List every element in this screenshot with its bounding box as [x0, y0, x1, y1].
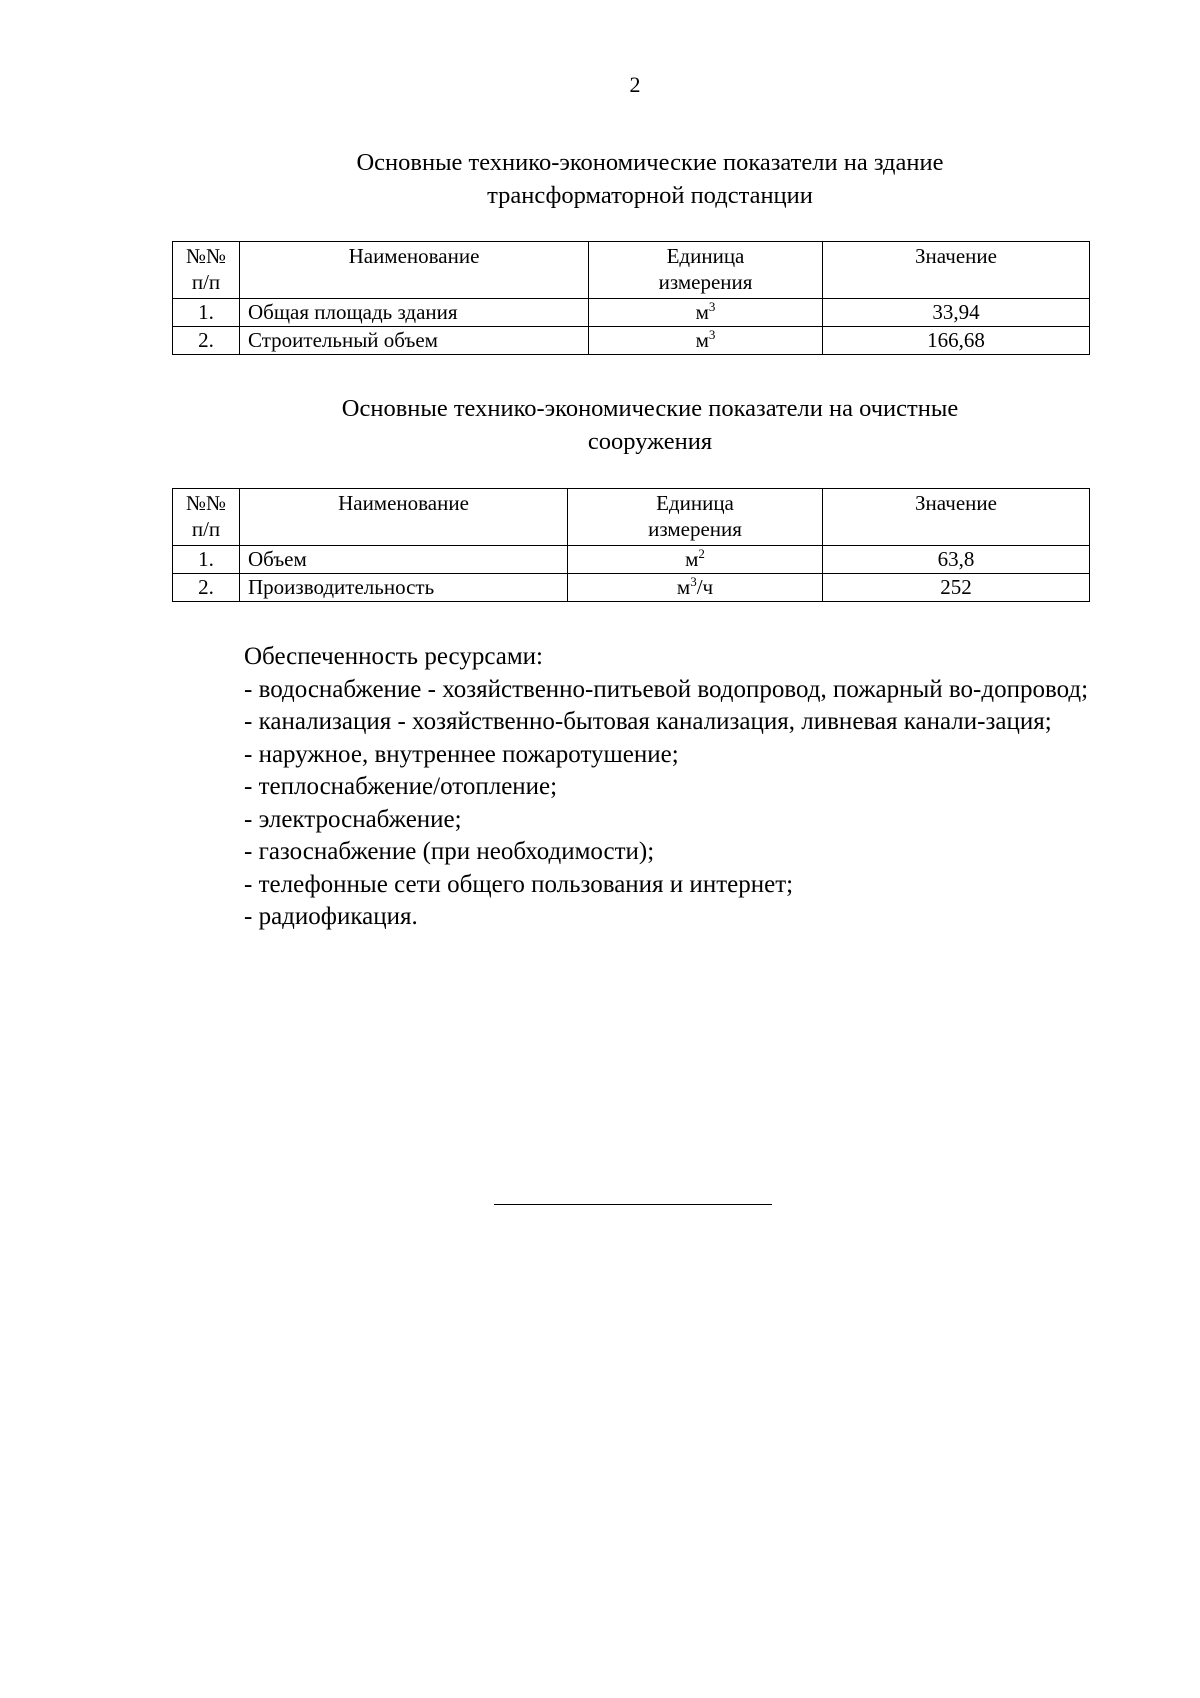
- resources-heading: Обеспеченность ресурсами:: [244, 643, 543, 670]
- resource-item: - электроснабжение;: [244, 805, 462, 833]
- header-value-line: Значение: [915, 491, 997, 515]
- unit-suffix: /ч: [696, 575, 714, 599]
- row-value: 252: [823, 574, 1090, 602]
- row-num: 2.: [173, 327, 240, 355]
- section-title-treatment: [290, 392, 1010, 458]
- resources-section: [172, 641, 1089, 934]
- header-value: [823, 242, 1090, 299]
- row-value: 166,68: [823, 327, 1090, 355]
- unit-base: м: [695, 328, 709, 352]
- row-num: 1.: [173, 546, 240, 574]
- row-unit: [568, 546, 823, 574]
- unit-exponent: 2: [698, 546, 705, 561]
- row-name: Производительность: [240, 574, 568, 602]
- row-num: 1.: [173, 299, 240, 327]
- unit-exponent: 3: [690, 574, 697, 589]
- resource-item: - газоснабжение (при необходимости);: [244, 838, 655, 865]
- resource-item: - канализация - хозяйственно-бытовая канализация, ливневая канали-зация;: [244, 708, 1052, 735]
- header-name: [240, 242, 589, 299]
- header-num-line: п/п: [191, 270, 221, 294]
- title-line: Основные технико-экономические показатели на здание: [356, 149, 944, 176]
- table-row: [173, 299, 1090, 327]
- end-of-document-line: [494, 1204, 772, 1205]
- substation-indicators-table: [172, 241, 1090, 355]
- unit-exponent: 3: [708, 299, 716, 314]
- header-unit-line: измерения: [648, 517, 742, 541]
- title-line: Основные технико-экономические показатели на очистные: [341, 395, 959, 422]
- header-unit: [568, 489, 823, 546]
- header-num-line: п/п: [191, 517, 221, 541]
- resource-item: - наружное, внутреннее пожаротушение;: [244, 740, 679, 768]
- page-number: 2: [629, 72, 641, 97]
- header-unit-line: измерения: [658, 270, 753, 294]
- header-num: [173, 242, 240, 299]
- header-unit-line: Единица: [666, 244, 745, 268]
- row-unit: [568, 574, 823, 602]
- resource-item: - теплоснабжение/отопление;: [244, 773, 558, 800]
- row-name: Строительный объем: [240, 327, 589, 355]
- table-header-row: [173, 489, 1090, 546]
- table-row: [173, 546, 1090, 574]
- header-name-line: Наименование: [348, 244, 480, 268]
- table-row: [173, 574, 1090, 602]
- row-value: 63,8: [823, 546, 1090, 574]
- unit-base: м: [685, 547, 699, 571]
- resource-item: - радиофикация.: [244, 903, 418, 930]
- header-num-line: №№: [185, 491, 227, 515]
- header-num-line: №№: [185, 244, 227, 268]
- treatment-indicators-table: [172, 488, 1090, 602]
- table-row: [173, 327, 1090, 355]
- resource-item: - телефонные сети общего пользования и интернет;: [244, 870, 794, 898]
- title-line: трансформаторной подстанции: [487, 182, 813, 209]
- unit-base: м: [676, 575, 691, 599]
- row-name: Общая площадь здания: [240, 299, 589, 327]
- header-unit-line: Единица: [656, 491, 734, 515]
- section-title-substation: [290, 146, 1010, 212]
- header-name: [240, 489, 568, 546]
- resource-item: - водоснабжение - хозяйственно-питьевой водопровод, пожарный во-допровод;: [244, 675, 1089, 703]
- unit-base: м: [695, 300, 709, 324]
- row-unit: [589, 299, 823, 327]
- row-num: 2.: [173, 574, 240, 602]
- table-header-row: [173, 242, 1090, 299]
- row-unit: [589, 327, 823, 355]
- row-name: Объем: [240, 546, 568, 574]
- title-line: сооружения: [587, 428, 713, 455]
- header-value: [823, 489, 1090, 546]
- row-value: 33,94: [823, 299, 1090, 327]
- unit-exponent: 3: [708, 327, 716, 342]
- header-unit: [589, 242, 823, 299]
- header-name-line: Наименование: [338, 491, 469, 515]
- header-num: [173, 489, 240, 546]
- header-value-line: Значение: [915, 244, 997, 268]
